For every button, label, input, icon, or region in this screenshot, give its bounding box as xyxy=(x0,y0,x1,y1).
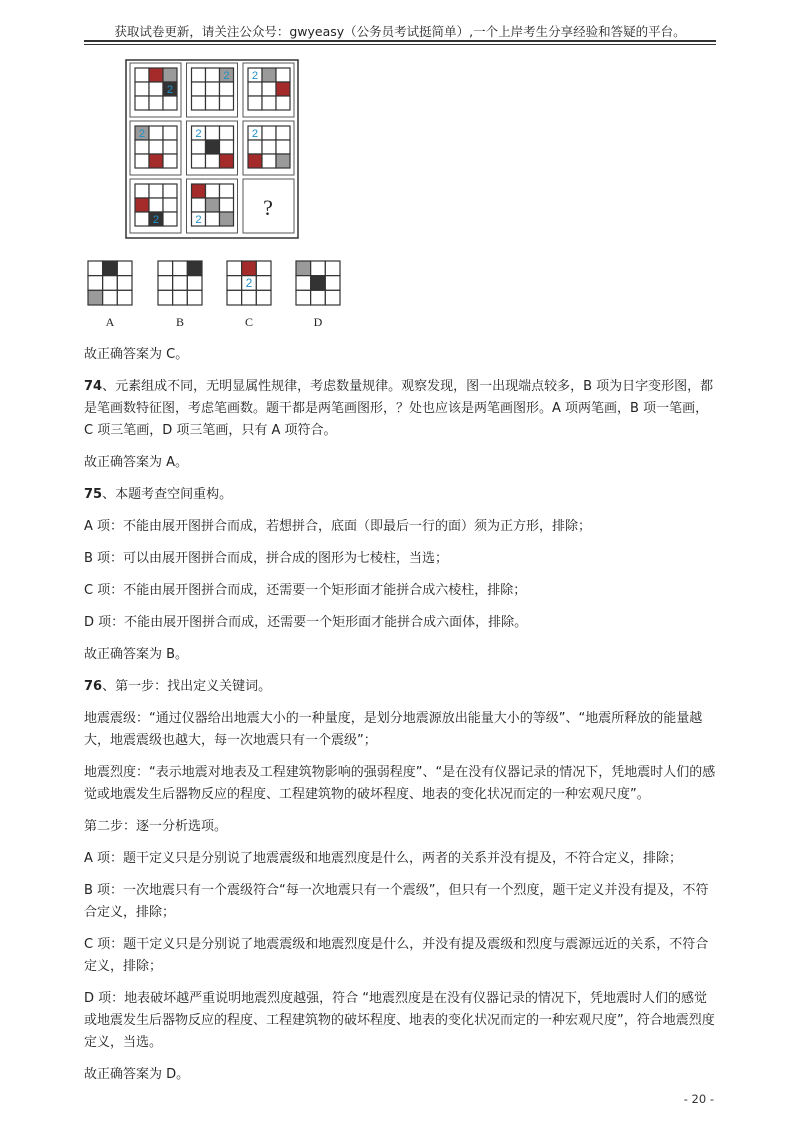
grid-cell xyxy=(192,154,206,168)
grid-cell xyxy=(220,140,234,154)
cell-marker: 2 xyxy=(245,277,253,291)
grid-cell xyxy=(187,276,202,291)
puzzle-svg xyxy=(84,56,342,334)
grid-cell xyxy=(311,276,326,291)
puzzle-matrix xyxy=(126,60,298,238)
option-a-analysis: A 项：不能由展开图拼合而成，若想拼合，底面（即最后一行的面）须为正方形，排除； xyxy=(84,519,592,534)
grid-cell xyxy=(192,96,206,110)
grid-cell xyxy=(187,261,202,276)
grid-cell xyxy=(248,82,262,96)
cell-marker: 2 xyxy=(251,69,259,82)
option-c-analysis: C 项：题干定义只是分别说了地震震级和地震烈度是什么，并没有提及震级和烈度与震源远近的关系，不符合定义，排除； xyxy=(84,937,709,974)
puzzle-figure xyxy=(84,56,342,334)
small-grid xyxy=(192,126,234,168)
small-grid xyxy=(135,126,177,168)
puzzle-options xyxy=(88,261,340,329)
grid-cell xyxy=(220,96,234,110)
definition-intensity: 地震烈度：“表示地震对地表及工程建筑物影响的强弱程度”、“是在没有仪器记录的情况下，凭地震时人们的感觉或地震发生后器物反应的程度、工程建筑物的破坏程度、地表的变化状况而定的一种宏观尺度”。 xyxy=(84,765,716,802)
grid-cell xyxy=(135,154,149,168)
grid-cell xyxy=(158,261,173,276)
small-grid xyxy=(296,261,340,305)
grid-cell xyxy=(242,261,257,276)
grid-cell xyxy=(135,198,149,212)
question-text: 、元素组成不同，无明显属性规律，考虑数量规律。观察发现，图一出现端点较多，B 项为日字变形图，都是笔画数特征图，考虑笔画数。题干都是两笔画图形，？处也应该是两笔画图形。A 项两笔画，B 项一笔画，C 项三笔画，D 项三笔画，只有 A 项符合。 xyxy=(84,379,714,438)
grid-cell xyxy=(149,140,163,154)
grid-cell xyxy=(206,96,220,110)
grid-cell xyxy=(88,290,103,305)
cell-marker: 2 xyxy=(195,213,202,226)
grid-cell xyxy=(206,184,220,198)
option-a-analysis: A 项：题干定义只是分别说了地震震级和地震烈度是什么，两者的关系并没有提及，不符合定义，排除； xyxy=(84,851,683,866)
grid-cell xyxy=(117,290,132,305)
grid-cell xyxy=(163,184,177,198)
grid-cell xyxy=(206,212,220,226)
small-grid xyxy=(135,68,177,110)
grid-cell xyxy=(227,276,242,291)
cell-marker: 2 xyxy=(138,127,146,140)
grid-cell xyxy=(262,82,276,96)
grid-cell xyxy=(103,290,118,305)
option-label: D xyxy=(313,315,323,329)
grid-cell xyxy=(276,82,290,96)
grid-cell xyxy=(256,290,271,305)
grid-cell xyxy=(103,261,118,276)
grid-cell xyxy=(192,82,206,96)
grid-cell xyxy=(276,96,290,110)
grid-cell xyxy=(149,184,163,198)
grid-cell xyxy=(206,198,220,212)
answer-76: 故正确答案为 D。 xyxy=(84,1067,190,1082)
grid-cell xyxy=(262,126,276,140)
cell-marker: 2 xyxy=(152,213,160,226)
option-d-analysis: D 项：不能由展开图拼合而成，还需要一个矩形面才能拼合成六面体，排除。 xyxy=(84,615,528,630)
option-label: A xyxy=(105,315,115,329)
step-two: 第二步：逐一分析选项。 xyxy=(84,819,228,834)
grid-cell xyxy=(149,68,163,82)
grid-cell xyxy=(325,290,340,305)
cell-marker: 2 xyxy=(195,127,202,140)
grid-cell xyxy=(163,198,177,212)
grid-cell xyxy=(206,68,220,82)
grid-cell xyxy=(325,261,340,276)
grid-cell xyxy=(163,140,177,154)
answer-75: 故正确答案为 B。 xyxy=(84,647,189,662)
question-text: 、本题考查空间重构。 xyxy=(102,487,233,502)
grid-cell xyxy=(149,96,163,110)
grid-cell xyxy=(163,68,177,82)
page-number: - 20 - xyxy=(683,1092,714,1106)
small-grid xyxy=(88,261,132,305)
grid-cell xyxy=(173,276,188,291)
grid-cell xyxy=(206,82,220,96)
grid-cell xyxy=(206,140,220,154)
grid-cell xyxy=(262,140,276,154)
grid-cell xyxy=(135,82,149,96)
question-number: 75 xyxy=(84,487,103,502)
grid-cell xyxy=(149,82,163,96)
grid-cell xyxy=(135,96,149,110)
grid-cell xyxy=(256,276,271,291)
grid-cell xyxy=(276,68,290,82)
answer-explanations xyxy=(84,344,716,1096)
question-75-explanation xyxy=(84,484,716,506)
question-mark: ? xyxy=(263,195,273,220)
grid-cell xyxy=(248,140,262,154)
small-grid xyxy=(192,68,234,110)
grid-cell xyxy=(158,276,173,291)
grid-cell xyxy=(187,290,202,305)
grid-cell xyxy=(173,261,188,276)
cell-marker: 2 xyxy=(251,127,259,140)
grid-cell xyxy=(192,198,206,212)
small-grid xyxy=(158,261,202,305)
grid-cell xyxy=(248,154,262,168)
header-divider xyxy=(84,40,716,45)
grid-cell xyxy=(220,154,234,168)
grid-cell xyxy=(262,96,276,110)
grid-cell xyxy=(311,290,326,305)
question-number: 74 xyxy=(84,379,103,394)
grid-cell xyxy=(163,154,177,168)
grid-cell xyxy=(248,96,262,110)
question-76-explanation xyxy=(84,676,716,698)
small-grid xyxy=(227,261,271,305)
grid-cell xyxy=(135,212,149,226)
grid-cell xyxy=(103,276,118,291)
grid-cell xyxy=(296,290,311,305)
grid-cell xyxy=(276,154,290,168)
option-b-analysis: B 项：可以由展开图拼合而成，拼合成的图形为七棱柱，当选； xyxy=(84,551,449,566)
option-label: B xyxy=(175,315,185,329)
option-c-analysis: C 项：不能由展开图拼合而成，还需要一个矩形面才能拼合成六棱柱，排除； xyxy=(84,583,527,598)
cell-marker: 2 xyxy=(223,69,230,82)
grid-cell xyxy=(206,126,220,140)
option-b-analysis: B 项：一次地震只有一个震级符合“每一次地震只有一个震级”，但只有一个烈度，题干定义并没有提及，不符合定义，排除； xyxy=(84,883,709,920)
grid-cell xyxy=(242,290,257,305)
grid-cell xyxy=(325,276,340,291)
small-grid xyxy=(135,184,177,226)
grid-cell xyxy=(163,96,177,110)
small-grid xyxy=(248,68,290,110)
grid-cell xyxy=(117,261,132,276)
grid-cell xyxy=(227,261,242,276)
grid-cell xyxy=(276,126,290,140)
grid-cell xyxy=(276,140,290,154)
grid-cell xyxy=(311,261,326,276)
grid-cell xyxy=(192,68,206,82)
page-header: 获取试卷更新，请关注公众号：gwyeasy（公务员考试挺简单）,一个上岸考生分享经验和答疑的平台。 xyxy=(114,24,686,39)
cell-marker: 2 xyxy=(166,83,174,96)
grid-cell xyxy=(149,198,163,212)
option-d-analysis: D 项：地表破坏越严重说明地震烈度越强，符合 “地震烈度是在没有仪器记录的情况下，凭地震时人们的感觉或地震发生后器物反应的程度、工程建筑物的破坏程度、地表的变化状况而定的一种宏观尺度”，符合地震烈度定义，当选。 xyxy=(84,991,715,1050)
answer-74: 故正确答案为 A。 xyxy=(84,455,189,470)
grid-cell xyxy=(158,290,173,305)
grid-cell xyxy=(220,212,234,226)
grid-cell xyxy=(163,212,177,226)
question-text: 、第一步：找出定义关键词。 xyxy=(102,679,272,694)
small-grid xyxy=(192,184,234,226)
grid-cell xyxy=(256,261,271,276)
grid-cell xyxy=(135,140,149,154)
answer-73: 故正确答案为 C。 xyxy=(84,347,189,362)
grid-cell xyxy=(135,184,149,198)
grid-cell xyxy=(88,261,103,276)
grid-cell xyxy=(163,126,177,140)
grid-cell xyxy=(173,290,188,305)
question-74-explanation xyxy=(84,376,716,442)
grid-cell xyxy=(296,276,311,291)
definition-magnitude: 地震震级：“通过仪器给出地震大小的一种量度，是划分地震源放出能量大小的等级”、“地震所释放的能量越大，地震震级也越大，每一次地震只有一个震级”； xyxy=(84,711,703,748)
small-grid xyxy=(248,126,290,168)
grid-cell xyxy=(220,184,234,198)
grid-cell xyxy=(135,68,149,82)
grid-cell xyxy=(117,276,132,291)
grid-cell xyxy=(262,68,276,82)
grid-cell xyxy=(220,198,234,212)
option-label: C xyxy=(244,315,254,329)
grid-cell xyxy=(149,154,163,168)
grid-cell xyxy=(192,140,206,154)
grid-cell xyxy=(220,82,234,96)
grid-cell xyxy=(192,184,206,198)
grid-cell xyxy=(88,276,103,291)
grid-cell xyxy=(262,154,276,168)
grid-cell xyxy=(220,126,234,140)
question-number: 76 xyxy=(84,679,103,694)
grid-cell xyxy=(149,126,163,140)
grid-cell xyxy=(296,261,311,276)
grid-cell xyxy=(227,290,242,305)
grid-cell xyxy=(206,154,220,168)
